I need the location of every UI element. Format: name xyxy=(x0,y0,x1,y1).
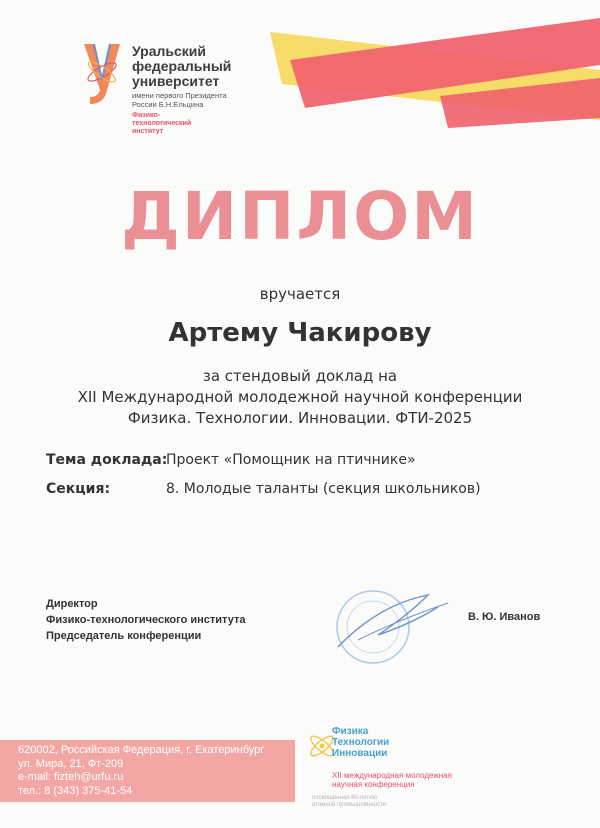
conference-name xyxy=(332,726,389,759)
university-line: университет xyxy=(132,73,220,89)
conference-name-line: Технологии xyxy=(332,737,390,748)
signatory-name: В. Ю. Иванов xyxy=(468,611,541,623)
recipient-name: Артему Чакирову xyxy=(168,318,432,348)
dedication-line: посвященная 80-летию xyxy=(312,795,377,801)
university-subtitle xyxy=(132,91,252,109)
conference-dedication xyxy=(312,795,386,809)
field-label: Секция: xyxy=(46,481,111,497)
signatory-title xyxy=(46,596,245,644)
conference-sub-line: XII международная молодежная xyxy=(332,771,452,780)
reason-line: Физика. Технологии. Инновации. ФТИ-2025 xyxy=(127,409,473,427)
subtitle-line: России Б.Н.Ельцина xyxy=(132,100,204,109)
signatory-line: Председатель конференции xyxy=(46,630,202,642)
institute-line: Физико- xyxy=(132,112,161,119)
institute-line: технологический xyxy=(132,120,192,127)
award-reason xyxy=(0,366,600,429)
conference-name-line: Инновации xyxy=(332,748,388,759)
address-line: ул. Мира, 21, Фт-209 xyxy=(18,757,124,770)
institute-name xyxy=(132,112,232,136)
phone-line: тел.: 8 (343) 375-41-54 xyxy=(18,784,133,797)
email-line: e-mail: fizteh@urfu.ru xyxy=(18,771,124,783)
field-value: Проект «Помощник на птичнике» xyxy=(166,452,416,468)
diploma-title: ДИПЛОМ xyxy=(121,178,479,255)
address-line: 620002, Российская Федерация, г. Екатеринбург xyxy=(18,744,265,756)
ural-university-logo-icon xyxy=(80,42,124,106)
university-line: Уральский xyxy=(132,43,207,59)
field-label: Тема доклада: xyxy=(46,452,168,468)
signatory-line: Директор xyxy=(46,598,98,610)
field-value: 8. Молодые таланты (секция школьников) xyxy=(166,481,481,497)
subtitle-line: имени первого Президента xyxy=(132,91,227,100)
reason-line: XII Международной молодежной научной конференции xyxy=(77,388,523,406)
stamp-and-signature-icon xyxy=(318,585,468,665)
conference-subtitle xyxy=(332,771,452,789)
dedication-line: атомной промышленности xyxy=(312,802,387,808)
awarded-text: вручается xyxy=(259,285,341,303)
conference-name-line: Физика xyxy=(332,726,369,737)
contact-address xyxy=(18,744,264,798)
institute-line: институт xyxy=(132,128,164,135)
reason-line: за стендовый доклад на xyxy=(202,367,398,385)
university-name xyxy=(132,44,262,89)
university-line: федеральный xyxy=(132,58,232,74)
conference-sub-line: научная конференция xyxy=(332,780,415,789)
signatory-line: Физико-технологического института xyxy=(46,614,246,626)
